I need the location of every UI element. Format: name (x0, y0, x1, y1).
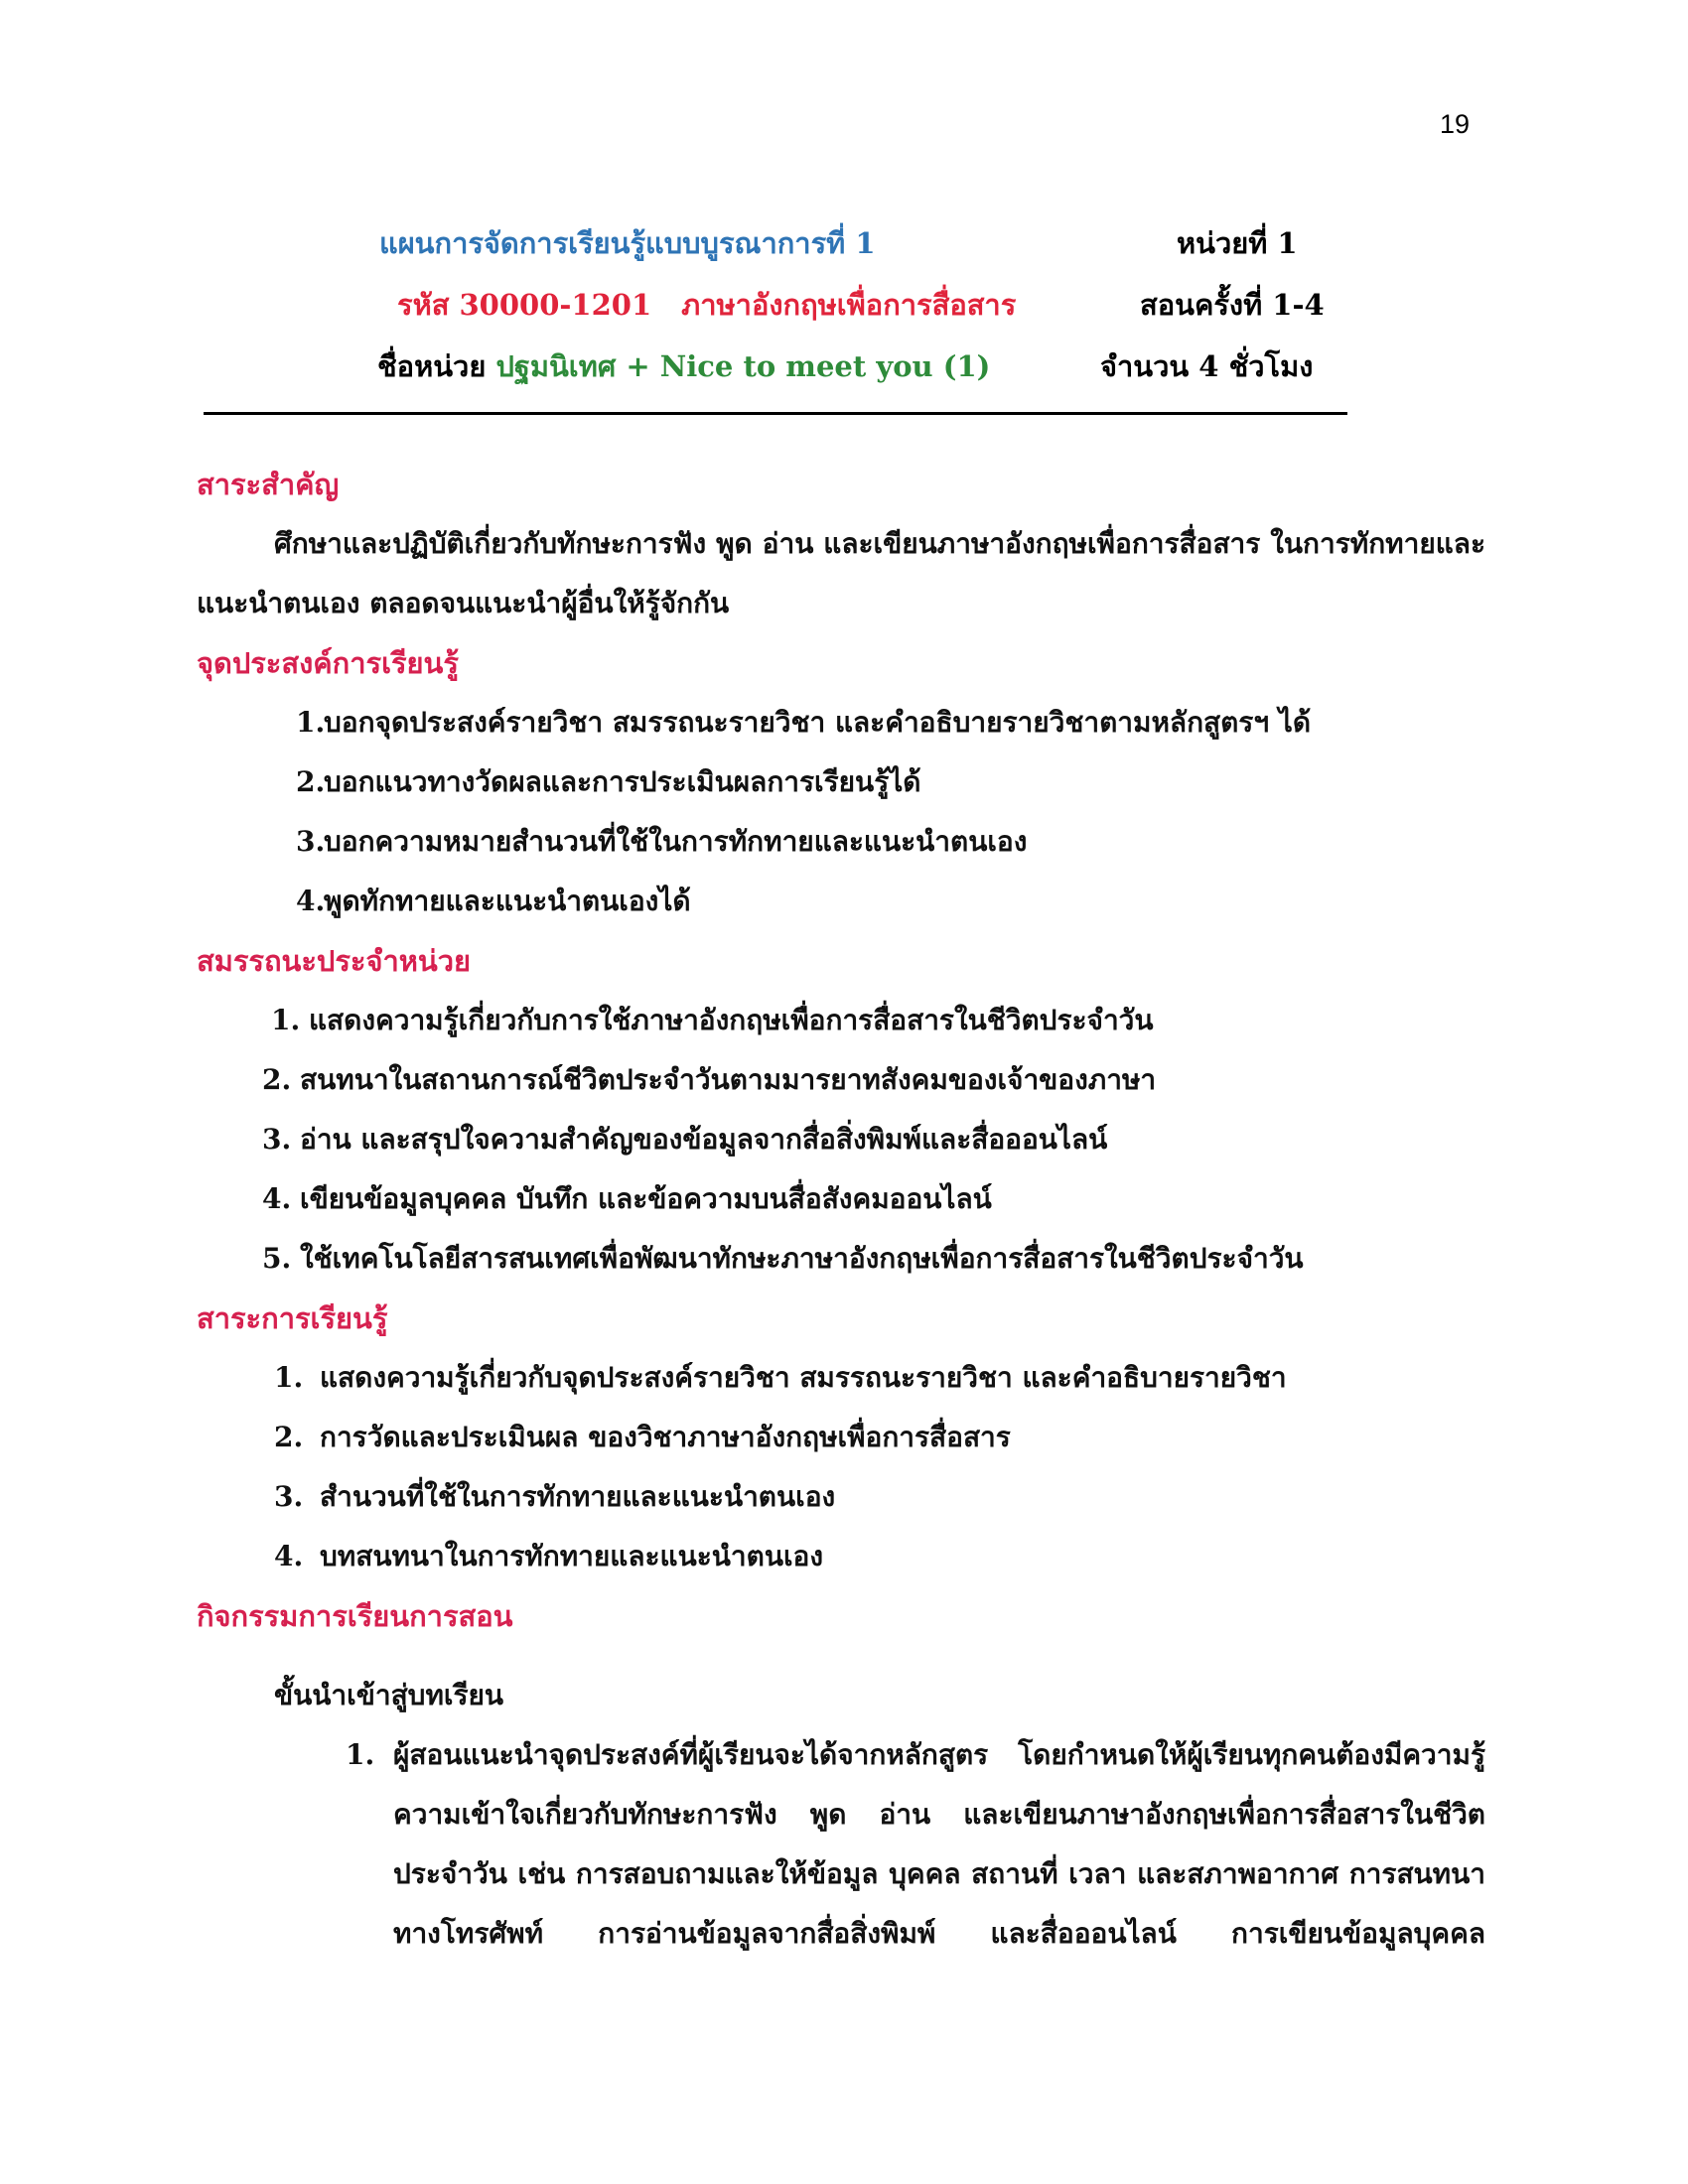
list-item (197, 1229, 1485, 1289)
lesson-plan-title: แผนการจัดการเรียนรู้แบบบูรณาการที่ 1 (379, 226, 876, 260)
list-item (197, 1050, 1485, 1110)
list-item (197, 872, 1485, 931)
item-number: 2. (274, 1421, 304, 1453)
item-text: บอกจุดประสงค์รายวิชา สมรรถนะรายวิชา และคำอธิบายรายวิชาตามหลักสูตรฯ ได้ (324, 706, 1312, 739)
item-text: สนทนาในสถานการณ์ชีวิตประจำวันตามมารยาทสังคมของเจ้าของภาษา (300, 1063, 1157, 1096)
item-text: พูดทักทายและแนะนำตนเองได้ (324, 885, 691, 917)
content-list (197, 1348, 1485, 1586)
subheading-introduction: ขั้นนำเข้าสู่บทเรียน (274, 1679, 504, 1711)
item-text: การวัดและประเมินผล ของวิชาภาษาอังกฤษเพื่อการสื่อสาร (320, 1421, 1011, 1453)
key-concept-text: ศึกษาและปฏิบัติเกี่ยวกับทักษะการฟัง พูด อ่าน และเขียนภาษาอังกฤษเพื่อการสื่อสาร ในการทักทายและแนะนำตนเอง ตลอดจนแนะนำผู้อื่นให้รู้จักกัน (197, 527, 1485, 619)
item-number: 3. (296, 825, 326, 858)
list-item (197, 812, 1485, 872)
item-number: 1. (271, 1004, 301, 1036)
list-item (197, 1169, 1485, 1229)
item-text: บทสนทนาในการทักทายและแนะนำตนเอง (320, 1540, 824, 1572)
course-line (397, 282, 1016, 328)
unit-name-line (377, 343, 990, 389)
item-text: บอกความหมายสำนวนที่ใช้ในการทักทายและแนะนำตนเอง (324, 825, 1028, 858)
item-number: 3. (262, 1123, 292, 1156)
session-number: สอนครั้งที่ 1-4 (1140, 288, 1325, 322)
item-number: 4. (274, 1540, 304, 1572)
list-item (197, 693, 1485, 752)
list-item (197, 991, 1485, 1050)
header-divider (204, 412, 1347, 415)
unit-name-label: ชื่อหน่วย (377, 349, 487, 383)
list-item (197, 1110, 1485, 1169)
section-heading-competencies: สมรรถนะประจำหน่วย (197, 944, 471, 978)
item-number: 2. (296, 765, 326, 798)
item-number: 4. (262, 1182, 292, 1215)
section-heading-objectives: จุดประสงค์การเรียนรู้ (197, 646, 459, 680)
unit-name: ปฐมนิเทศ + Nice to meet you (1) (495, 349, 991, 383)
item-number: 3. (274, 1480, 304, 1513)
section-heading-key-concept: สาระสำคัญ (197, 468, 340, 501)
section-heading-content: สาระการเรียนรู้ (197, 1301, 388, 1335)
unit-number: หน่วยที่ 1 (1177, 226, 1298, 260)
item-text: ผู้สอนแนะนำจุดประสงค์ที่ผู้เรียนจะได้จากหลักสูตร โดยกำหนดให้ผู้เรียนทุกคนต้องมีความรู้ความเข้าใจเกี่ยวกับทักษะการฟัง พูด อ่าน และเขียนภาษาอังกฤษเพื่อการสื่อสารในชีวิตประจำวัน เช่น การสอบถามและให้ข้อมูล บุคคล สถานที่ เวลา และสภาพอากาศ การสนทนาทางโทรศัพท์ การอ่านข้อมูลจากสื่อสิ่งพิมพ์ และสื่อออนไลน์ การเขียนข้อมูลบุคคล (393, 1738, 1485, 1950)
objectives-list (197, 693, 1485, 931)
item-number: 1. (346, 1738, 375, 1771)
item-number: 1. (274, 1361, 304, 1394)
competencies-list (197, 991, 1485, 1289)
item-number: 1. (296, 706, 326, 739)
item-number: 4. (296, 885, 326, 917)
list-item (197, 752, 1485, 812)
list-item (197, 1527, 1485, 1586)
activity-item (197, 1725, 1485, 1964)
item-text: แสดงความรู้เกี่ยวกับจุดประสงค์รายวิชา สมรรถนะรายวิชา และคำอธิบายรายวิชา (320, 1361, 1287, 1394)
item-text: อ่าน และสรุปใจความสำคัญของข้อมูลจากสื่อสิ่งพิมพ์และสื่อออนไลน์ (300, 1123, 1108, 1156)
list-item (197, 1408, 1485, 1467)
item-number: 2. (262, 1063, 292, 1096)
item-number: 5. (262, 1242, 292, 1275)
course-code: รหัส 30000-1201 (397, 288, 652, 322)
list-item (197, 1467, 1485, 1527)
item-text: บอกแนวทางวัดผลและการประเมินผลการเรียนรู้ได้ (324, 765, 921, 798)
course-name: ภาษาอังกฤษเพื่อการสื่อสาร (681, 288, 1017, 322)
document-body (197, 455, 1485, 1964)
item-text: แสดงความรู้เกี่ยวกับการใช้ภาษาอังกฤษเพื่อการสื่อสารในชีวิตประจำวัน (309, 1004, 1154, 1036)
list-item (197, 1348, 1485, 1408)
item-text: สำนวนที่ใช้ในการทักทายและแนะนำตนเอง (320, 1480, 836, 1513)
item-text: ใช้เทคโนโลยีสารสนเทศเพื่อพัฒนาทักษะภาษาอังกฤษเพื่อการสื่อสารในชีวิตประจำวัน (300, 1242, 1304, 1275)
hours: จำนวน 4 ชั่วโมง (1100, 349, 1314, 383)
item-text: เขียนข้อมูลบุคคล บันทึก และข้อความบนสื่อสังคมออนไลน์ (300, 1182, 992, 1215)
section-heading-activities: กิจกรรมการเรียนการสอน (197, 1599, 513, 1633)
page-number: 19 (1440, 109, 1471, 139)
